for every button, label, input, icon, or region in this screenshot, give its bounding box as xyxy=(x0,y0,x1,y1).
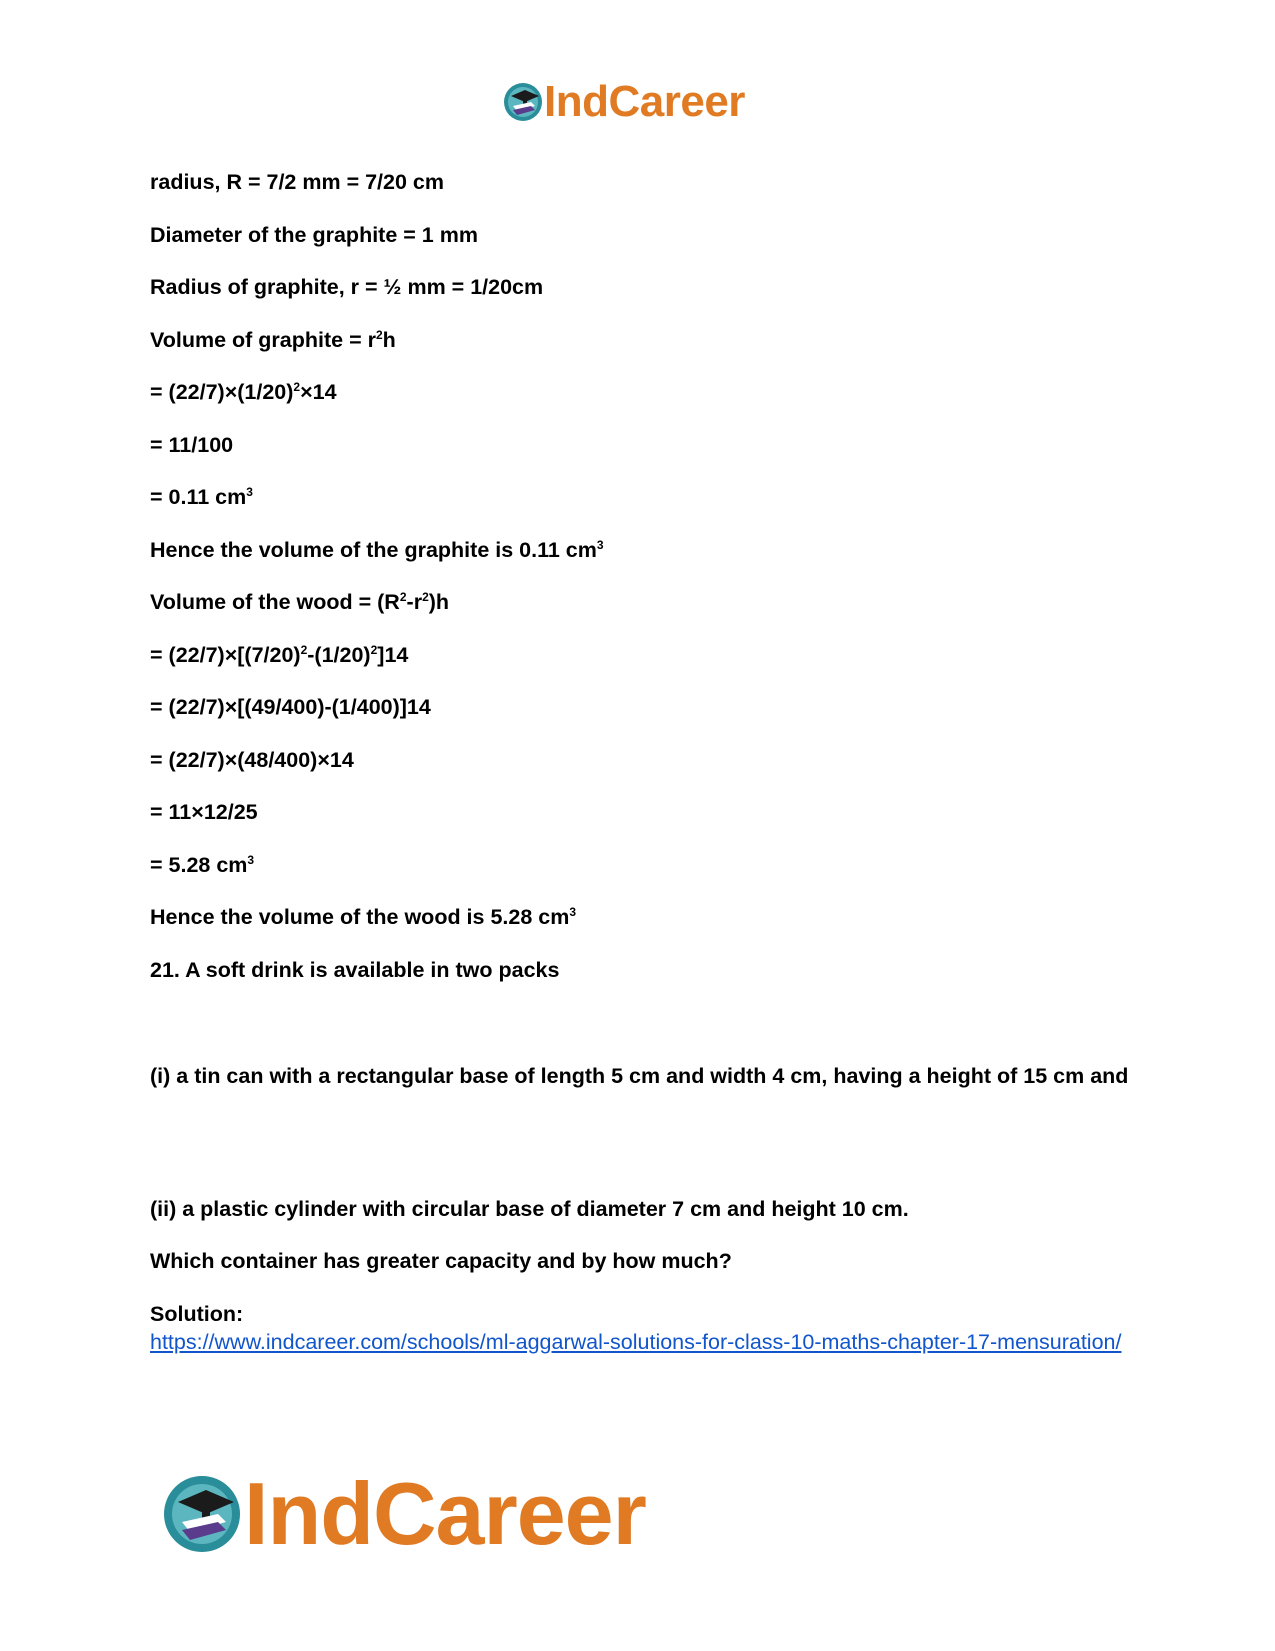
text-line: = 11/100 xyxy=(150,433,234,457)
footer-logo xyxy=(162,1464,646,1563)
text-line: Volume of the wood = $(R^2-r^2)h$ xyxy=(150,589,450,614)
text-line: radius, R = 7/2 mm = 7/20 cm xyxy=(150,170,444,194)
footer-logo-text: IndCareer xyxy=(244,1464,646,1563)
text-line: Hence the volume of the wood is 5.28 $cm^3$ xyxy=(150,904,577,929)
text-line: = 0.11 $cm^3$ xyxy=(150,484,253,509)
text-line: = $(22/7)\times(1/20)^2\times 14$ xyxy=(150,379,337,404)
text-line: = 5.28 $cm^3$ xyxy=(150,852,255,877)
text-line: = 11×12/25 xyxy=(150,800,258,824)
graduation-books-icon xyxy=(162,1474,242,1554)
text-line: = $(22/7)\times[(7/20)^2-(1/20)^2]14$ xyxy=(150,642,409,667)
graduation-books-icon xyxy=(503,82,543,122)
question-part-ii: (ii) a plastic cylinder with circular base of diameter 7 cm and height 10 cm. xyxy=(150,1197,909,1221)
header-logo-text: IndCareer xyxy=(544,77,745,126)
text-line: = (22/7)×(48/400)×14 xyxy=(150,748,354,772)
question-prompt: Which container has greater capacity and by how much? xyxy=(150,1249,732,1273)
text-line: Diameter of the graphite = 1 mm xyxy=(150,223,478,247)
text-line: = (22/7)×[(49/400)-(1/400)]14 xyxy=(150,695,431,719)
text-line: Radius of graphite, r = ½ mm = 1/20cm xyxy=(150,275,544,299)
text-line: Volume of graphite = $r^2h$ xyxy=(150,327,396,352)
text-line: Hence the volume of the graphite is 0.11 $cm^3$ xyxy=(150,537,604,562)
header-logo xyxy=(503,77,745,126)
question-heading: 21. A soft drink is available in two packs xyxy=(150,958,560,982)
solution-label: Solution: xyxy=(150,1302,244,1326)
question-part-i: (i) a tin can with a rectangular base of length 5 cm and width 4 cm, having a height of 15 cm and xyxy=(150,1064,1129,1088)
solution-link[interactable]: https://www.indcareer.com/schools/ml-aggarwal-solutions-for-class-10-maths-chapter-17-mensuration/ xyxy=(150,1330,1122,1354)
